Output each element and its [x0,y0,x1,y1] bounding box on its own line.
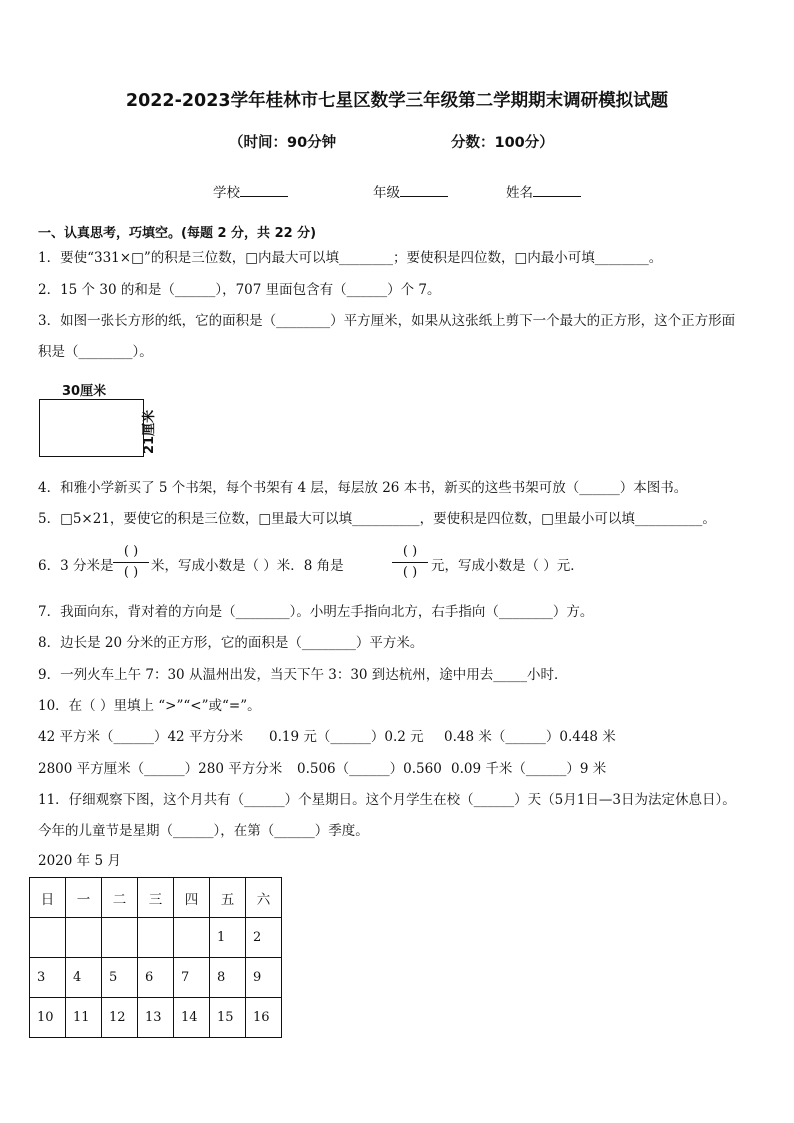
calendar-cell: 13 [138,998,174,1038]
calendar-cell: 12 [102,998,138,1038]
grade-label: 年级 [373,185,400,201]
grade-blank [400,183,448,197]
name-field [506,181,581,201]
question-6-part-3: 元，写成小数是（ ）元． [431,558,584,574]
question-4: 4．和雅小学新买了 5 个书架，每个书架有 4 层，每层放 26 本书，新买的这些书架可放（______）本图书。 [38,480,688,496]
calendar-cell: 9 [246,958,282,998]
calendar-cell [30,918,66,958]
calendar-caption: 2020 年 5 月 [38,853,121,869]
fraction-blank-1 [113,545,149,580]
calendar-header-row [30,878,282,918]
compare-item: 2800 平方厘米（______）280 平方分米 [38,761,283,777]
question-8: 8．边长是 20 分米的正方形，它的面积是（________）平方米。 [38,635,424,651]
weekday-header: 三 [138,878,174,918]
school-field [213,181,288,201]
weekday-header: 六 [246,878,282,918]
compare-item: 0.09 千米（______）9 米 [451,761,607,777]
calendar-cell: 6 [138,958,174,998]
fraction-blank-2 [392,545,428,580]
question-2: 2．15 个 30 的和是（______），707 里面包含有（______）个 7。 [38,282,441,298]
question-1: 1．要使“331×□”的积是三位数，□内最大可以填________；要使积是四位数，□内最小可填________。 [38,250,663,266]
calendar-cell: 14 [174,998,210,1038]
compare-item: 0.19 元（______）0.2 元 [269,729,424,745]
page-title: 2022-2023学年桂林市七星区数学三年级第二学期期末调研模拟试题 [125,91,669,111]
question-10-intro: 10．在（ ）里填上 “>”“<”或“=”。 [38,698,261,714]
calendar-cell: 7 [174,958,210,998]
fraction-denominator: ( ) [402,565,418,580]
calendar-row [30,998,282,1038]
exam-time: （时间：90分钟 [229,135,337,151]
question-5: 5．□5×21，要使它的积是三位数，□里最大可以填__________，要使积是四位数，□里最小可以填__________。 [38,511,716,527]
grade-field [373,181,448,201]
calendar-cell: 10 [30,998,66,1038]
calendar-cell: 15 [210,998,246,1038]
fraction-numerator: ( ) [113,545,149,563]
weekday-header: 日 [30,878,66,918]
calendar-cell: 2 [246,918,282,958]
calendar-cell: 1 [210,918,246,958]
calendar-cell: 8 [210,958,246,998]
weekday-header: 四 [174,878,210,918]
calendar-table [29,877,282,1038]
weekday-header: 五 [210,878,246,918]
rect-width-label: 30厘米 [62,384,107,399]
calendar-row [30,958,282,998]
question-11-line-2: 今年的儿童节是星期（______），在第（______）季度。 [38,823,369,839]
calendar-cell: 16 [246,998,282,1038]
fraction-numerator: ( ) [392,545,428,563]
compare-item: 0.48 米（______）0.448 米 [444,729,616,745]
weekday-header: 一 [66,878,102,918]
calendar-cell [66,918,102,958]
question-9: 9．一列火车上午 7：30 从温州出发，当天下午 3：30 到达杭州，途中用去_____小时． [38,667,568,683]
question-3-line-2: 积是（________）。 [38,344,153,360]
name-label: 姓名 [506,185,533,201]
school-label: 学校 [213,185,240,201]
compare-item: 42 平方米（______）42 平方分米 [38,729,243,745]
fraction-denominator: ( ) [123,565,139,580]
calendar-row [30,918,282,958]
calendar-cell [138,918,174,958]
calendar-cell: 4 [66,958,102,998]
calendar-cell: 5 [102,958,138,998]
question-3-line-1: 3．如图一张长方形的纸，它的面积是（________）平方厘米，如果从这张纸上剪下一个最大的正方形，这个正方形面 [38,313,736,329]
calendar-cell: 3 [30,958,66,998]
compare-item: 0.506（______）0.560 [297,761,442,777]
question-6-part-2: 米，写成小数是（ ）米．8 角是 [151,558,344,574]
question-11-line-1: 11．仔细观察下图，这个月共有（______）个星期日。这个月学生在校（______）天（5月1日—3日为法定休息日）。 [38,792,736,808]
section-heading: 一、认真思考，巧填空。(每题 2 分，共 22 分) [38,226,317,241]
question-6-part-1: 6．3 分米是 [38,558,114,574]
rect-height-label: 21厘米 [142,409,157,454]
exam-score: 分数：100分） [451,135,554,151]
calendar-cell: 11 [66,998,102,1038]
school-blank [240,183,288,197]
rectangle-figure [39,399,144,457]
weekday-header: 二 [102,878,138,918]
name-blank [533,183,581,197]
question-7: 7．我面向东，背对着的方向是（________）。小明左手指向北方，右手指向（________）方。 [38,604,594,620]
calendar-cell [102,918,138,958]
calendar-cell [174,918,210,958]
